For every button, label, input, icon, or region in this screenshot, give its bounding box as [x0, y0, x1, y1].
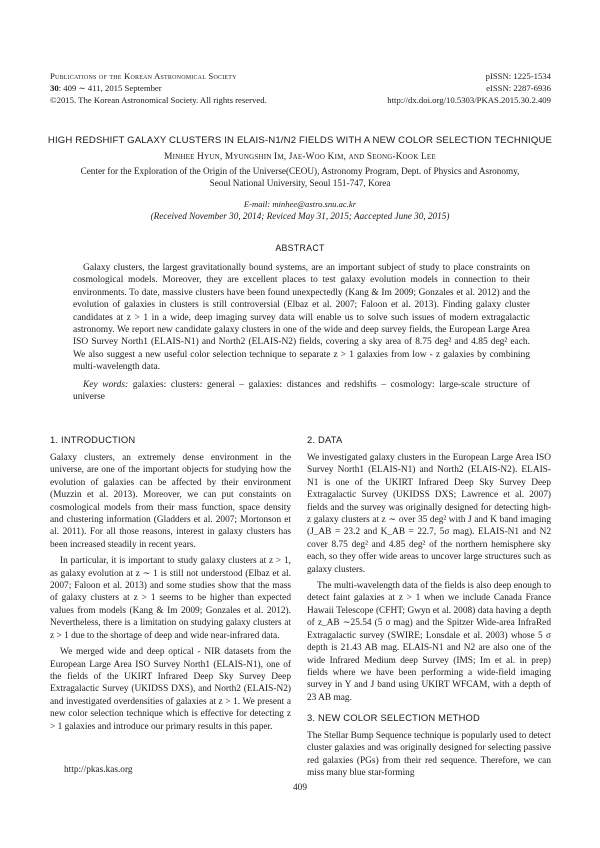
intro-paragraph-3: We merged wide and deep optical - NIR datasets from the European Large Area ISO Survey North1 (ELAIS-N1), one of the fields of the UKIRT Infrared Deep Sky Survey Deep Extragalactic Survey (UKIDSS DXS), and North2 (ELAIS-N2) and investigated overdensities of galaxies at z > 1. We present a new color selection technique which is effective for detecting z > 1 galaxies and introduce our primary results in this paper. — [50, 647, 291, 732]
section-3-heading: 3. NEW COLOR SELECTION METHOD — [307, 712, 481, 723]
copyright: ©2015. The Korean Astronomical Society. All rights reserved. — [50, 95, 267, 105]
volume-number: 30 — [50, 83, 59, 93]
intro-paragraph-2: In particular, it is important to study galaxy clusters at z > 1, as galaxy evolution at z ∼ 1 is still not understood (Elbaz et al. 2007; Faloon et al. 2013) and some studies show that the mass of galaxy clusters at z > 1 seems to be higher than expected values from models (Kang & Im 2009; Gonzales et al. 2012). Nevertheless, there is a limitation on studying galaxy clusters at z > 1 due to the shortage of deep and wide near-infrared data. — [50, 556, 291, 641]
email[interactable]: E-mail: minhee@astro.snu.ac.kr — [243, 199, 357, 209]
pissn: pISSN: 1225-1534 — [485, 71, 551, 81]
keywords-label: Key words: — [83, 380, 129, 390]
received-dates: (Received November 30, 2014; Reviced May 31, 2015; Aaccepted June 30, 2015) — [150, 211, 450, 221]
section-1-heading: 1. INTRODUCTION — [50, 434, 136, 445]
keywords-text: galaxies: clusters: general – galaxies: distances and redshifts – cosmology: large-scale structure of universe — [73, 380, 531, 403]
paper-title: HIGH REDSHIFT GALAXY CLUSTERS IN ELAIS-N1/N2 FIELDS WITH A NEW COLOR SELECTION TECHNIQUE — [47, 135, 553, 146]
section-1-body — [50, 452, 291, 733]
abstract-paragraph: Galaxy clusters, the largest gravitationally bound systems, are an important subject of study to place constraints on cosmological models. Moreover, they are excellent places to test galaxy evolution models in connection to their environments. To date, massive clusters have been found unexpectedly (Kang & Im 2009; Gonzales et al. 2012) and the evolution of galaxies in clusters is still controversial (Elbaz et al. 2007; Faloon et al. 2013). Finding galaxy cluster candidates at z > 1 in a wide, deep imaging survey data will enable us to solve such issues of modern extragalactic astronomy. We report new candidate galaxy clusters in one of the wide and deep survey fields, the European Large Area ISO Survey North1 (ELAIS-N1) and North2 (ELAIS-N2) fields, covering a sky area of 8.75 deg² and 4.85 deg² each. We also suggest a new useful color selection technique to separate z > 1 galaxies from low - z galaxies by combining multi-wavelength data. — [73, 263, 530, 373]
pages-date: : 409 ∼ 411, 2015 September — [58, 83, 162, 93]
abstract-body — [73, 262, 530, 374]
color-selection-paragraph: The Stellar Bump Sequence technique is popularly used to detect cluster galaxies and was originally designed for selecting passive red galaxies (PGs) from their red sequence. Therefore, we can miss many blue star-forming — [307, 731, 551, 779]
affiliation-line-2: Seoul National University, Seoul 151-747, Korea — [209, 177, 391, 188]
keywords — [73, 379, 530, 404]
author-list: Minhee Hyun, Myungshin Im, Jae-Woo Kim, and Seong-Kook Lee — [164, 152, 436, 162]
abstract-heading: ABSTRACT — [275, 243, 325, 253]
section-2-body — [307, 452, 551, 704]
data-paragraph-1: We investigated galaxy clusters in the European Large Area ISO Survey North1 (ELAIS-N1) and North2 (ELAIS-N2). ELAIS-N1 is one of the UKIRT Infrared Deep Sky Survey Deep Extragalactic Survey (UKIDSS DXS; Lawrence et al. 2007) fields and the survey was originally designed for detecting high-z galaxy clusters at z ∼ over 35 deg² with J and K band imaging (J_AB = 23.2 and K_AB = 22.7, 5σ mag). ELAIS-N1 and N2 cover 8.75 deg² and 4.85 deg² of the northern hemisphere sky each, so they offer wide areas to uncover large structures such as galaxy clusters. — [307, 453, 551, 575]
footer-url[interactable]: http://pkas.kas.org — [64, 765, 133, 775]
journal-name: Publications of the Korean Astronomical Society — [50, 71, 237, 81]
eissn: eISSN: 2287-6936 — [486, 83, 551, 93]
affiliation — [30, 166, 570, 189]
page-number: 409 — [293, 783, 307, 793]
data-paragraph-2: The multi-wavelength data of the fields is also deep enough to detect faint galaxies at z > 1 when we include Canada France Hawaii Telescope (CFHT; Gwyn et al. 2008) data having a depth of z_AB ∼25.54 (5 σ mag) and the Spitzer Wide-area InfraRed Extragalactic survey (SWIRE; Lonsdale et al. 2003) whose 5 σ depth is 21.43 AB mag. ELAIS-N1 and N2 are also one of the wide Infrared Medium deep Survey (IMS; Im et al. in prep) fields where we have been performing a wide-field imaging survey in Y and J band using UKIRT WFCAM, with a depth of 23 AB mag. — [307, 581, 551, 703]
section-2-heading: 2. DATA — [307, 434, 343, 445]
affiliation-line-1: Center for the Exploration of the Origin of the Universe(CEOU), Astronomy Program, Dept. of Physics and Asronomy, — [80, 166, 520, 176]
intro-paragraph-1: Galaxy clusters, an extremely dense environment in the universe, are one of the important objects for studying how the evolution of galaxies can be affected by their environment (Muzzin et al. 2013). Moreover, we can put constaints on cosmological models from their mass function, space density and clustering information (Gladders et al. 2007; Mortonson et al. 2011). For all those reasons, interest in galaxy clusters has been increased steadily in recent years. — [50, 453, 291, 550]
doi-link[interactable]: http://dx.doi.org/10.5303/PKAS.2015.30.2.409 — [387, 95, 551, 105]
section-3-body — [307, 730, 551, 780]
volume-info — [50, 82, 162, 94]
